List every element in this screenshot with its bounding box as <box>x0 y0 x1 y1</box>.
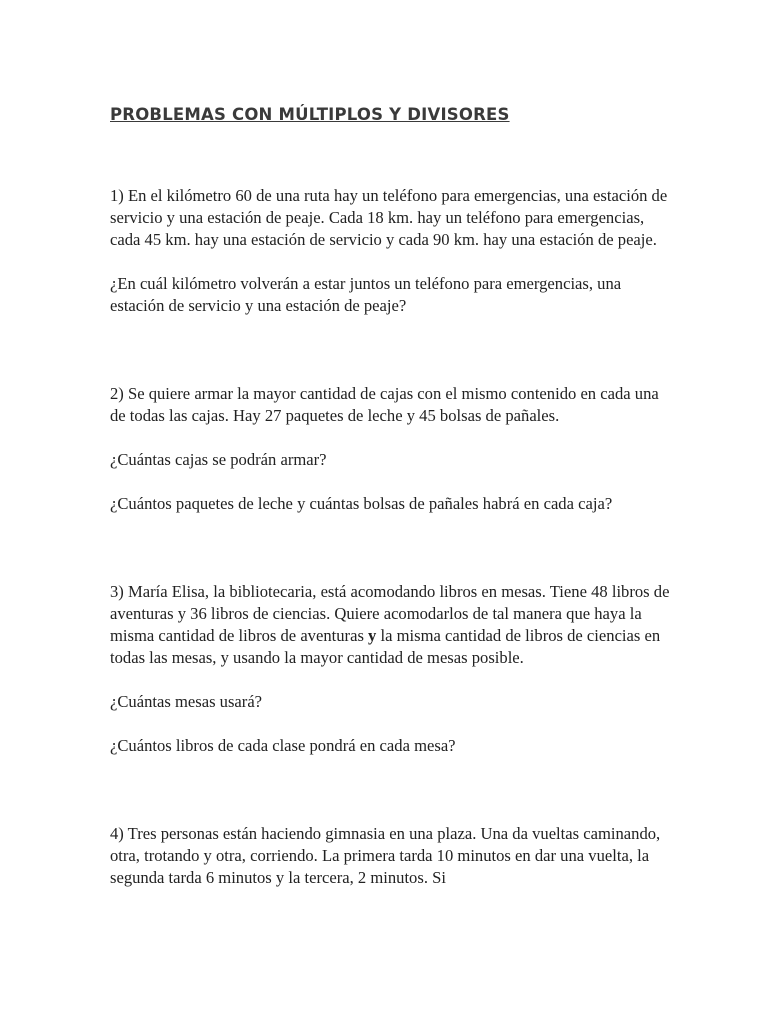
problem-3-statement-bold: y <box>368 626 377 645</box>
problem-3-statement-before: 3) María Elisa, la bibliotecaria, está acomodando libros en mesas. Tiene 48 libros de aventuras y 36 libros de ciencias. Quiere acomodarlos de tal manera que haya la misma cantidad de libros de aventuras <box>110 582 670 645</box>
problem-3-statement-after: la misma cantidad de libros de ciencias en todas las mesas, y usando la mayor cantidad de mesas posible. <box>110 626 661 667</box>
problem-4-statement: 4) Tres personas están haciendo gimnasia en una plaza. Una da vueltas caminando, otra, trotando y otra, corriendo. La primera tarda 10 minutos en dar una vuelta, la segunda tarda 6 minutos y la tercera, 2 minutos. Si <box>110 824 661 887</box>
problem-1-question-1: ¿En cuál kilómetro volverán a estar juntos un teléfono para emergencias, una estación de servicio y una estación de peaje? <box>110 274 622 315</box>
problem-2-question-2: ¿Cuántos paquetes de leche y cuántas bolsas de pañales habrá en cada caja? <box>110 494 613 513</box>
problem-3-statement <box>110 581 670 669</box>
document-title: PROBLEMAS CON MÚLTIPLOS Y DIVISORES <box>110 105 510 124</box>
problem-3-question-1: ¿Cuántas mesas usará? <box>110 692 263 711</box>
problem-3-question-2: ¿Cuántos libros de cada clase pondrá en cada mesa? <box>110 736 456 755</box>
problem-1-statement: 1) En el kilómetro 60 de una ruta hay un teléfono para emergencias, una estación de servicio y una estación de peaje. Cada 18 km. hay un teléfono para emergencias, cada 45 km. hay una estación de servicio y cada 90 km. hay una estación de peaje. <box>110 186 668 249</box>
problem-2-statement: 2) Se quiere armar la mayor cantidad de cajas con el mismo contenido en cada una de todas las cajas. Hay 27 paquetes de leche y 45 bolsas de pañales. <box>110 384 659 425</box>
document-page <box>110 103 670 889</box>
problem-2-question-1: ¿Cuántas cajas se podrán armar? <box>110 450 327 469</box>
